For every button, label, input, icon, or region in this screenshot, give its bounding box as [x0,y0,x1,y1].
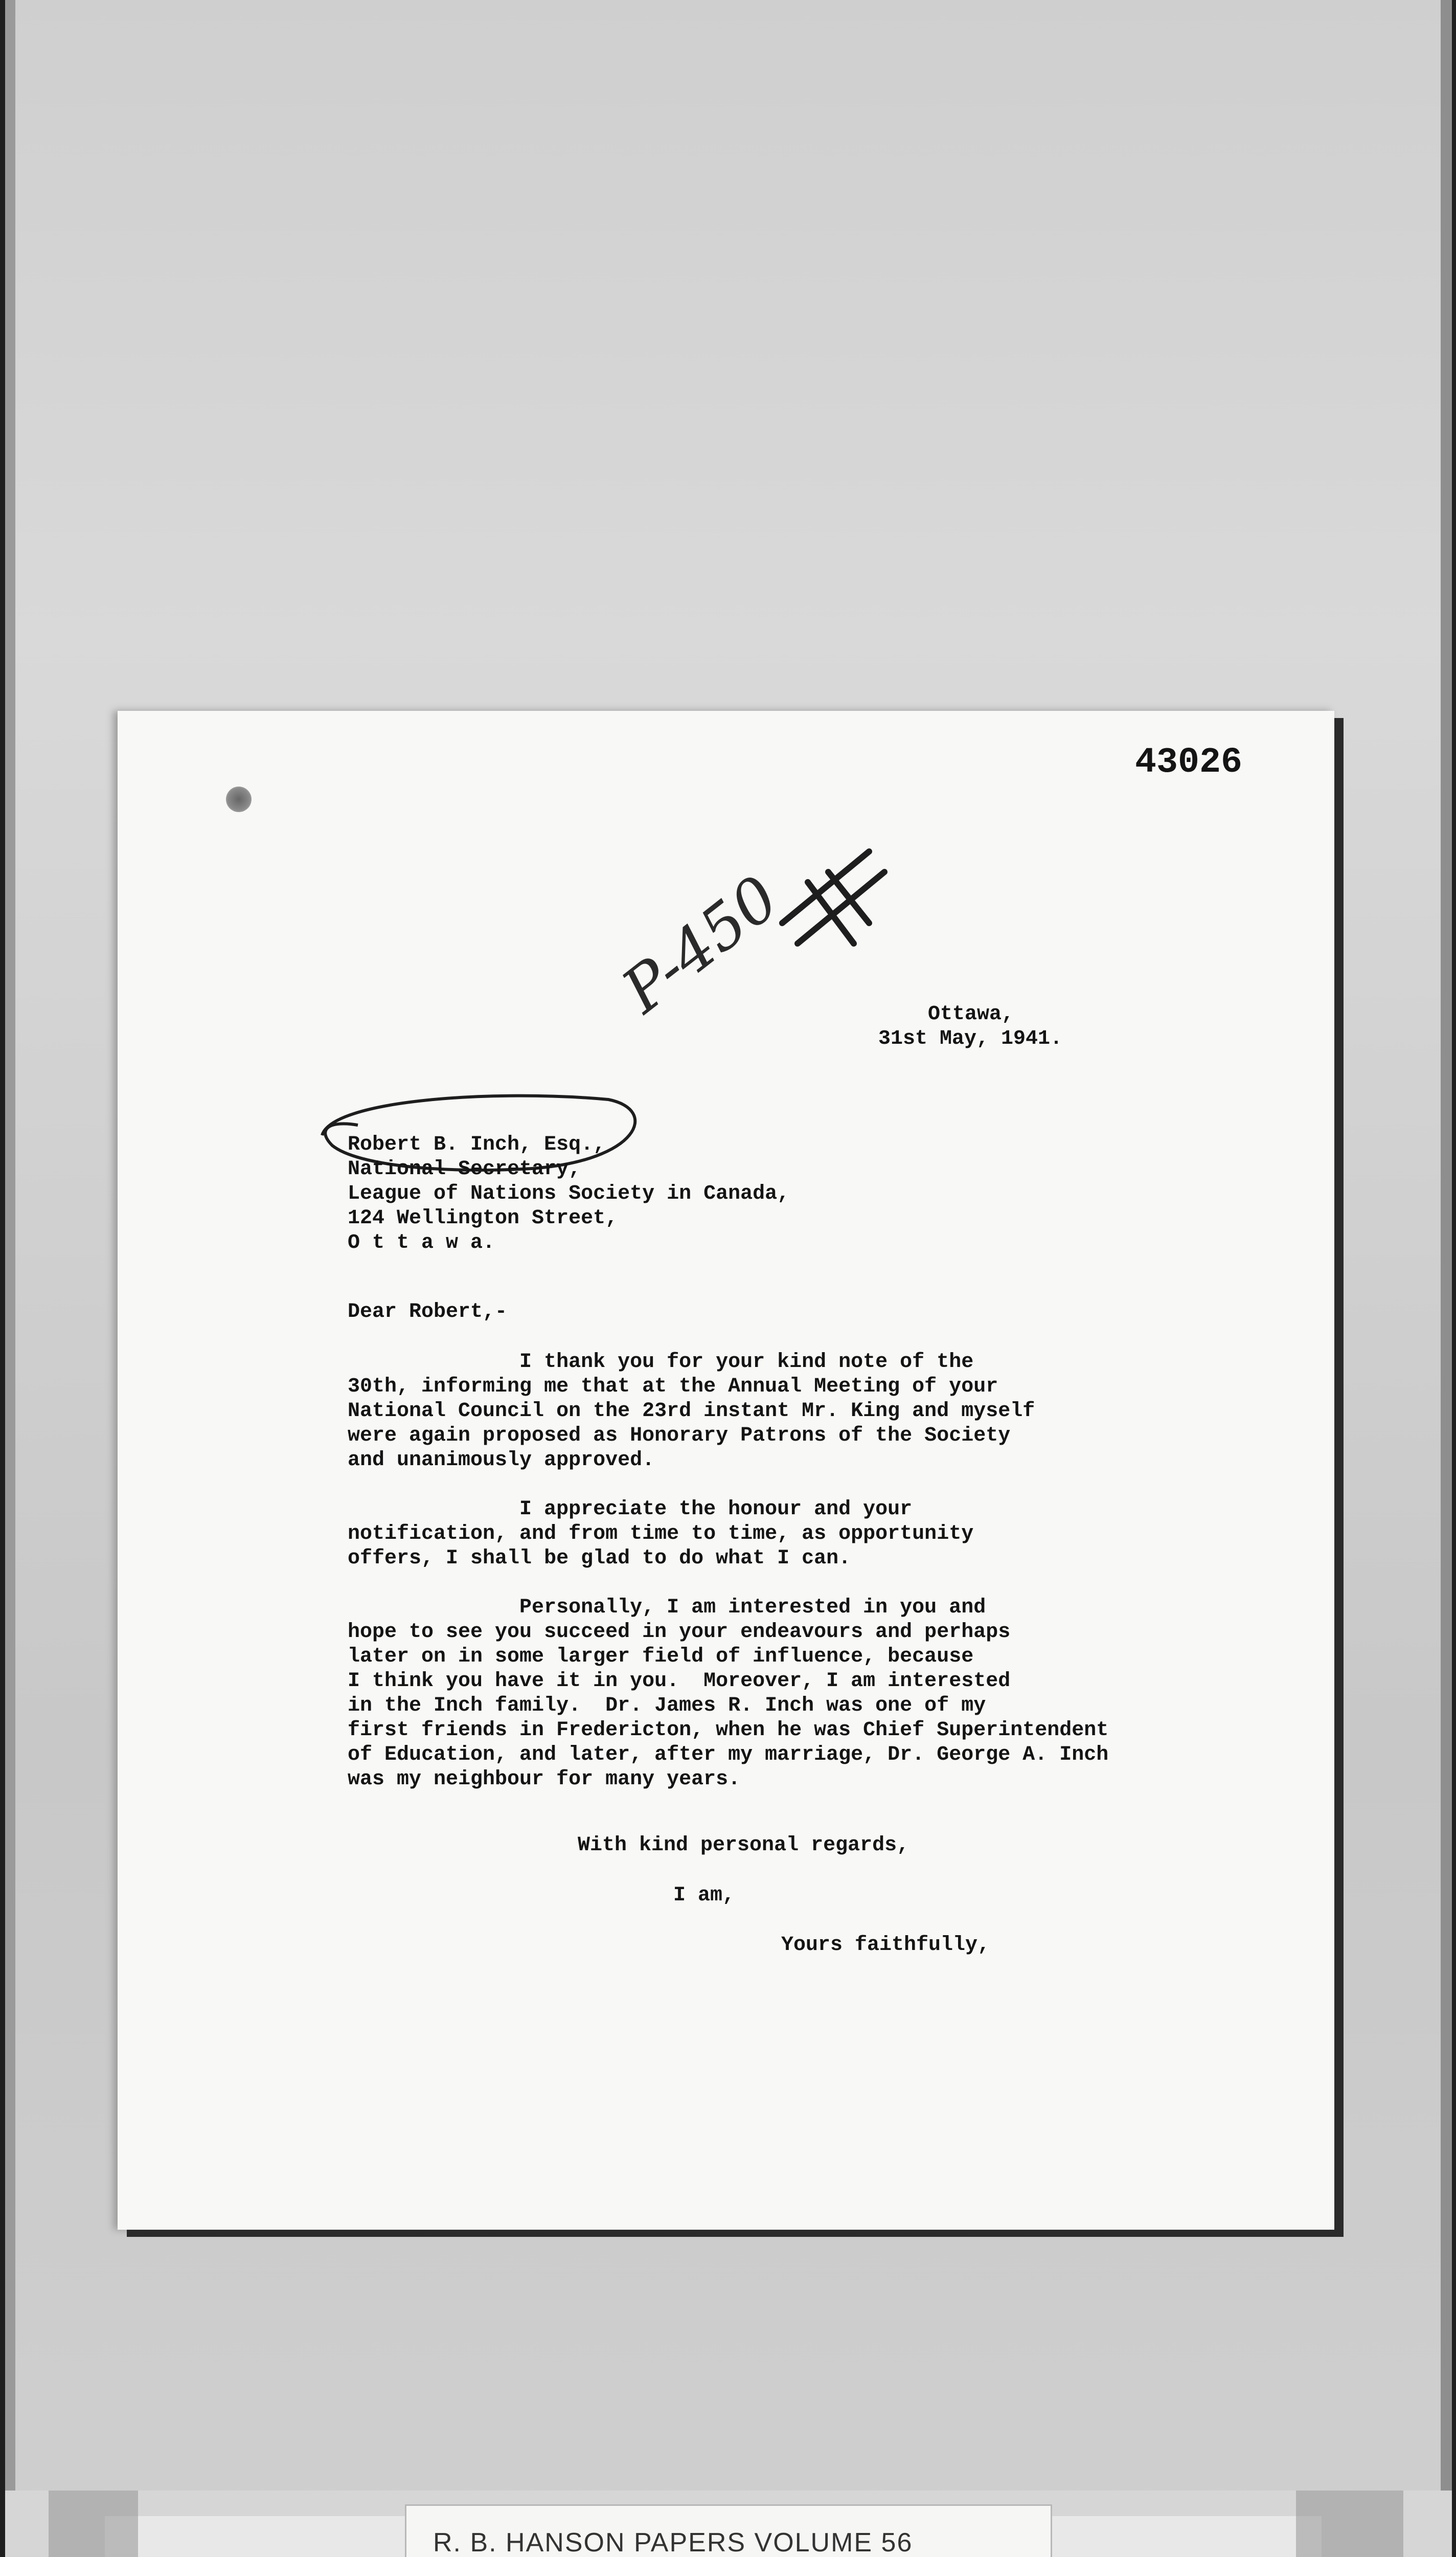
salutation: Dear Robert,- [348,1300,508,1324]
body-paragraph: I thank you for your kind note of the 30th, informing me that at the Annual Meeting of your National Council on the 23rd instant Mr. King and myself were again proposed as Honorary Patrons of the Society and unanimously approved. [348,1351,1035,1472]
address-line: National Secretary, [348,1158,581,1181]
address-line: Robert B. Inch, Esq., [348,1133,606,1156]
address-line: 124 Wellington Street, [348,1207,618,1230]
pencil-annotation-text: P-450 [609,862,792,1027]
letter-date: 31st May, 1941. [878,1027,1063,1050]
tape-strip [49,2491,138,2557]
closing-line: With kind personal regards, [578,1834,909,1857]
volume-label-text: R. B. HANSON PAPERS VOLUME 56 [433,2528,913,2557]
board-left-edge [5,0,15,2557]
letter-sheet [118,711,1334,2230]
punch-hole [226,787,252,812]
document-number: 43026 [1135,743,1243,783]
pencil-annotation [609,790,915,1128]
closing-line: I am, [673,1884,735,1907]
tape-strip [1296,2491,1403,2557]
letter-place: Ottawa, [928,1003,1014,1026]
closing-line: Yours faithfully, [781,1934,990,1957]
address-line: League of Nations Society in Canada, [348,1182,790,1205]
body-paragraph: Personally, I am interested in you and hope to see you succeed in your endeavours and perhaps later on in some larger field of influence, because I think you have it in you. Moreover, I am interested in the Inch family. Dr. James R. Inch was one of my first friends in Fredericton, when he was Chief Superintendent of Education, and later, after my marriage, Dr. George A. Inch was my neighbour for many years. [348,1596,1109,1791]
pencil-scribble [782,851,884,944]
body-paragraph: I appreciate the honour and your notification, and from time to time, as opportunity offers, I shall be glad to do what I can. [348,1498,974,1570]
volume-label [406,2506,1051,2557]
address-line: O t t a w a. [348,1231,495,1254]
board-right-edge [1441,0,1452,2557]
